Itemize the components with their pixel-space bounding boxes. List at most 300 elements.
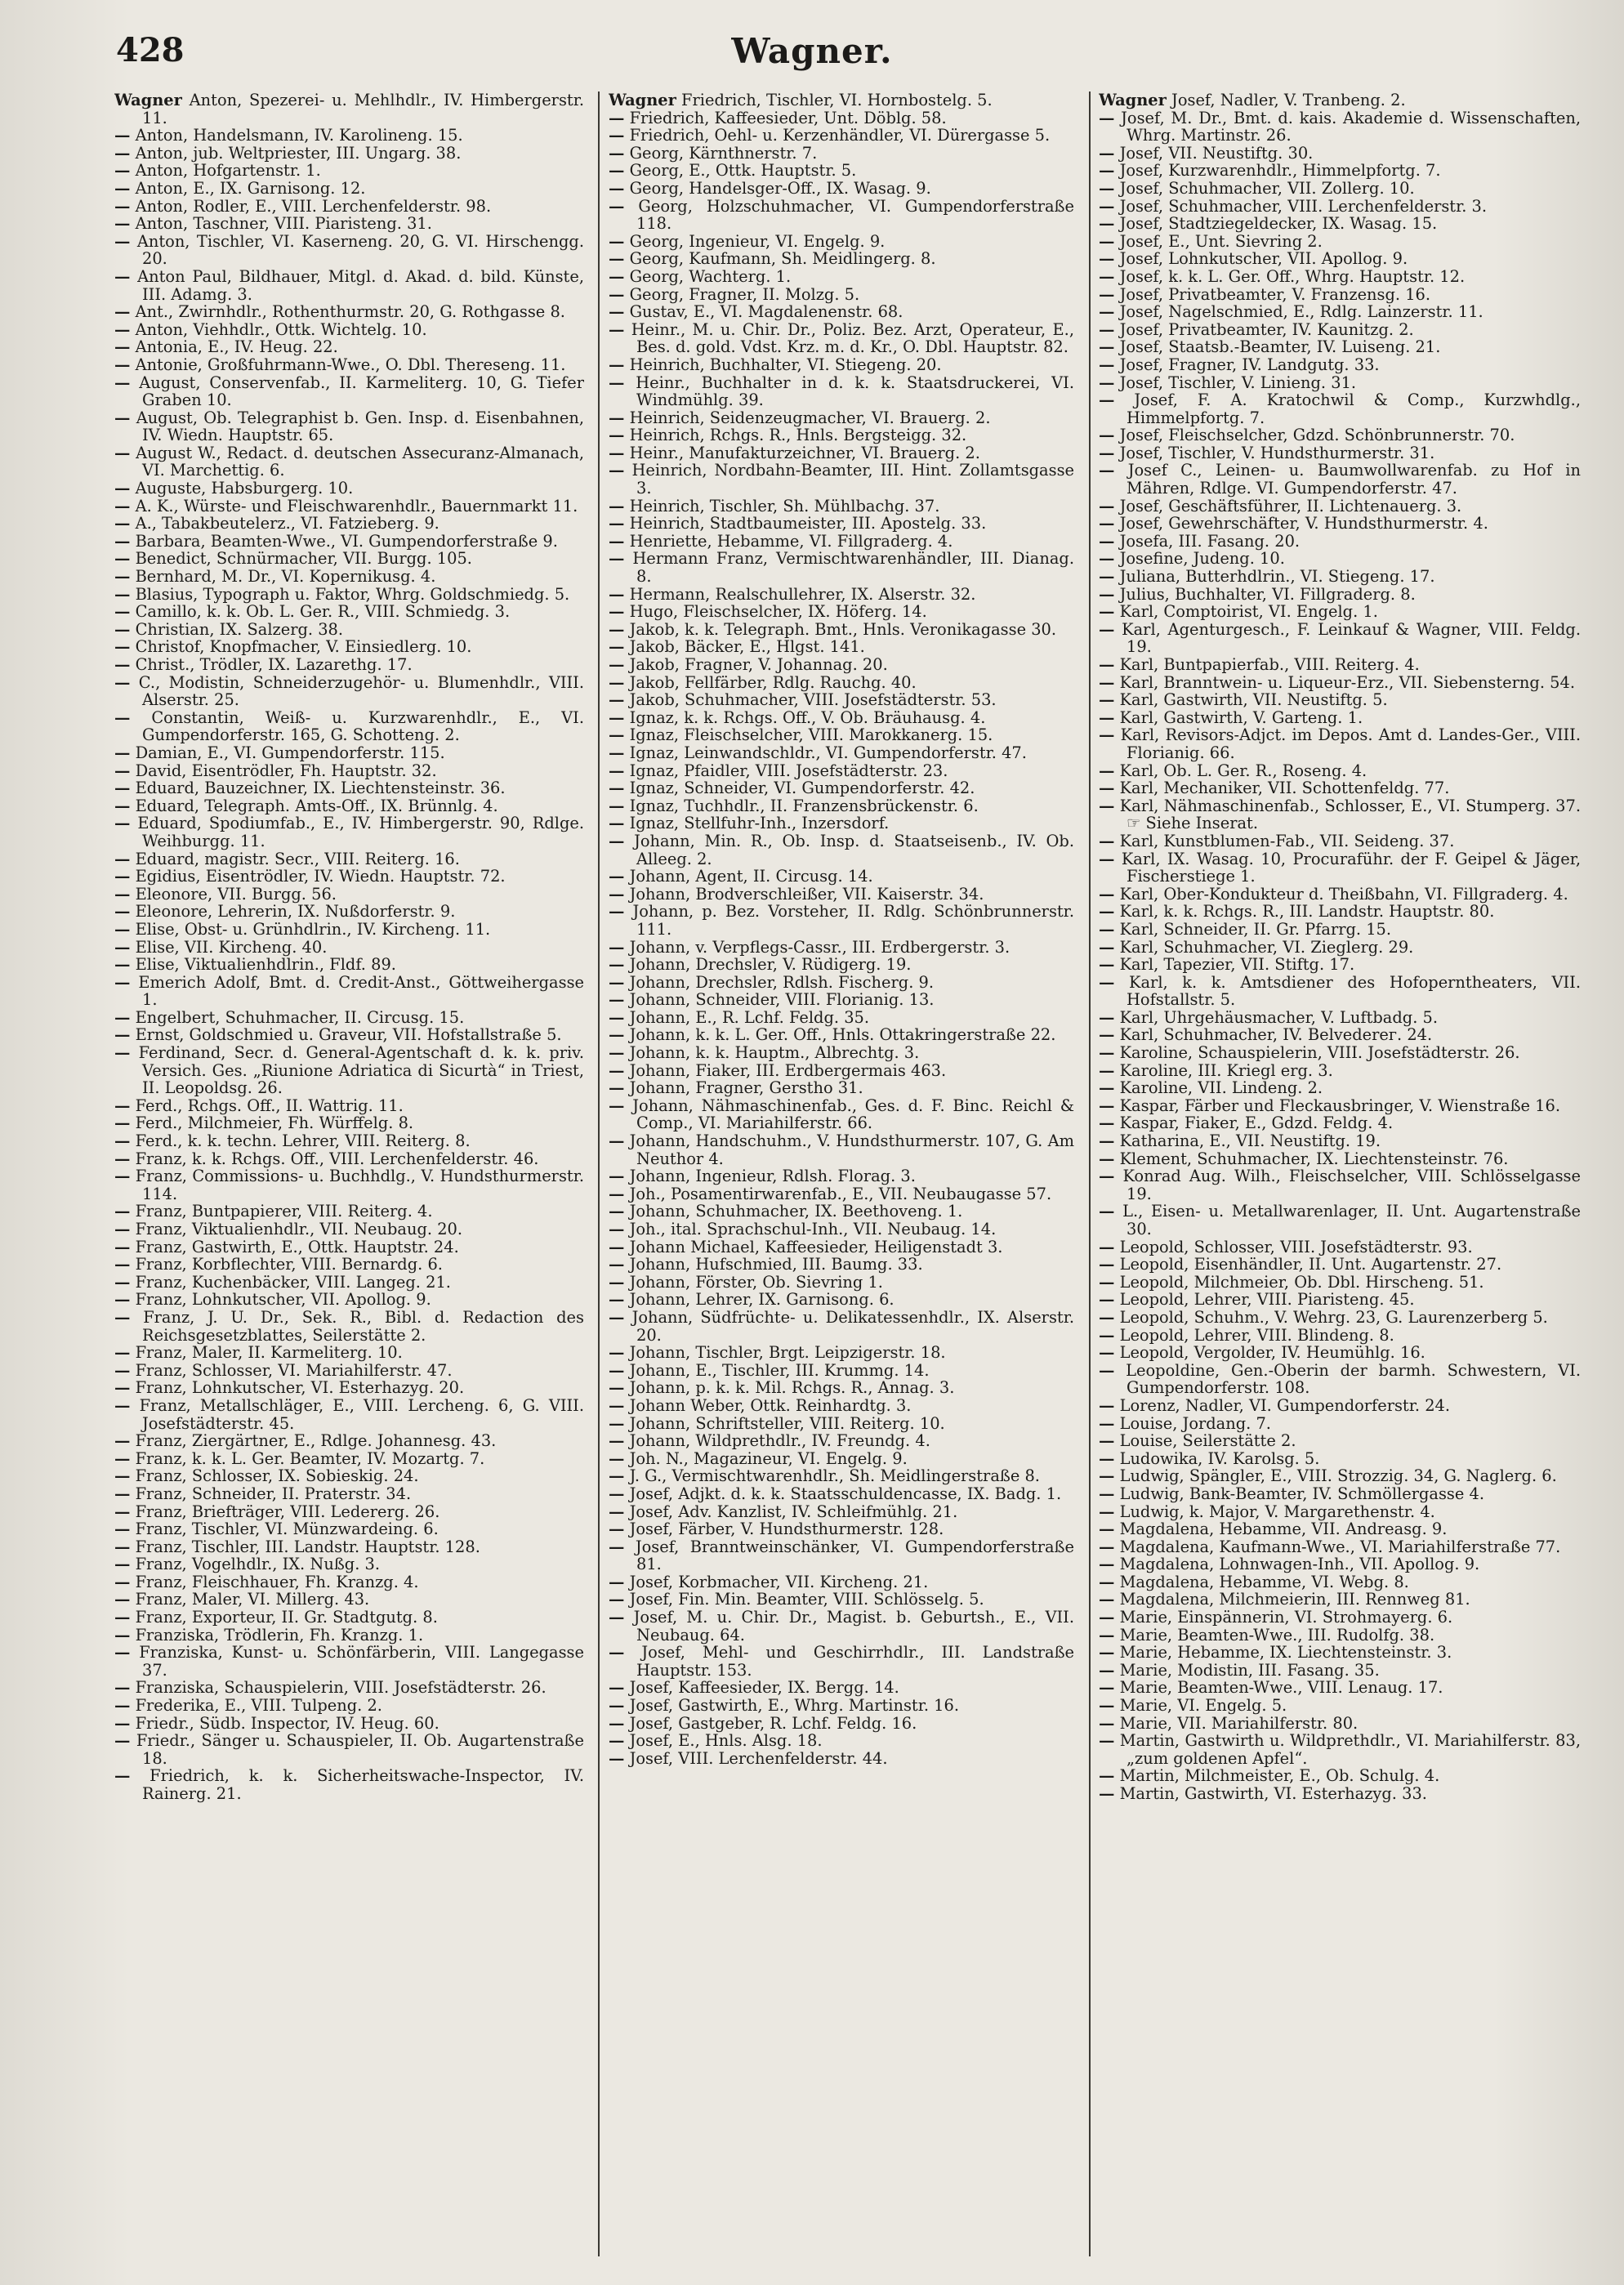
directory-entry xyxy=(114,1697,584,1715)
directory-entry xyxy=(1099,1591,1581,1609)
entry-text: Anton, Handelsmann, IV. Karolineng. 15. xyxy=(135,126,463,145)
entry-text: Anton, E., IX. Garnisong. 12. xyxy=(135,178,366,198)
entry-lead: — xyxy=(609,690,625,710)
entry-lead: — xyxy=(1099,584,1115,604)
directory-entry xyxy=(114,744,584,762)
directory-entry xyxy=(1099,1132,1581,1150)
entry-text: Josef, Nadler, V. Tranbeng. 2. xyxy=(1171,91,1406,109)
entry-text: Johann, E., Tischler, III. Krummg. 14. xyxy=(629,1360,930,1380)
entry-text: L., Eisen- u. Metallwarenlager, II. Unt. Augartenstraße 30. xyxy=(1122,1202,1581,1238)
entry-text: Franz, Lohnkutscher, VII. Apollog. 9. xyxy=(135,1290,431,1310)
directory-entry xyxy=(1099,1555,1581,1573)
entry-lead: — xyxy=(609,1131,625,1151)
entry-text: Antonia, E., IV. Heug. 22. xyxy=(135,337,338,357)
entry-text: Georg, Fragner, II. Molzg. 5. xyxy=(629,284,860,304)
directory-entry xyxy=(114,621,584,639)
entry-text: Johann Weber, Ottk. Reinhardtg. 3. xyxy=(629,1395,912,1415)
entry-lead: — xyxy=(114,1360,131,1380)
entry-text: Johann, Schneider, VIII. Florianig. 13. xyxy=(629,990,935,1010)
directory-entry xyxy=(609,409,1074,427)
directory-entry xyxy=(1099,656,1581,674)
directory-entry xyxy=(114,1467,584,1485)
entry-lead: — xyxy=(1099,1078,1115,1098)
entry-text: Friedrich, k. k. Sicherheitswache-Inspector, IV. Rainerg. 21. xyxy=(142,1766,584,1803)
directory-entry xyxy=(609,374,1074,409)
entry-lead: — xyxy=(1099,1766,1115,1786)
directory-entry xyxy=(1099,621,1581,656)
entry-lead: — xyxy=(609,1060,625,1080)
entry-lead: — xyxy=(1099,108,1115,127)
directory-entry xyxy=(114,1167,584,1203)
entry-text: Elise, Obst- u. Grünhdlrin., IV. Kircheng. 11. xyxy=(135,919,491,939)
entry-text: Josef, Stadtziegeldecker, IX. Wasag. 15. xyxy=(1119,214,1438,234)
directory-entry xyxy=(609,533,1074,551)
directory-entry xyxy=(114,956,584,974)
entry-lead: — xyxy=(114,1167,131,1186)
entry-lead: — xyxy=(609,937,625,957)
entry-lead: — xyxy=(114,602,131,622)
directory-entry xyxy=(1099,1256,1581,1274)
directory-entry xyxy=(609,674,1074,692)
directory-entry xyxy=(114,1644,584,1679)
directory-entry xyxy=(609,109,1074,127)
directory-entry xyxy=(114,198,584,216)
directory-entry xyxy=(114,145,584,163)
directory-entry xyxy=(609,603,1074,621)
entry-text: Engelbert, Schuhmacher, II. Circusg. 15. xyxy=(135,1007,465,1027)
entry-text: Lorenz, Nadler, VI. Gumpendorferstr. 24. xyxy=(1119,1395,1451,1415)
entry-lead: — xyxy=(1099,1025,1115,1045)
entry-lead: — xyxy=(1099,1502,1115,1521)
entry-lead: — xyxy=(609,1255,625,1274)
entry-lead: — xyxy=(114,549,131,569)
entry-text: Franz, Briefträger, VIII. Ledererg. 26. xyxy=(135,1502,440,1521)
entry-text: Ferd., Rchgs. Off., II. Wattrig. 11. xyxy=(135,1096,404,1115)
entry-text: Johann, Agent, II. Circusg. 14. xyxy=(629,867,873,886)
directory-entry xyxy=(114,886,584,904)
entry-lead: — xyxy=(609,443,625,462)
entry-lead: — xyxy=(1099,902,1115,922)
directory-entry xyxy=(1099,709,1581,727)
entry-lead: — xyxy=(114,814,131,833)
entry-lead: — xyxy=(114,902,131,922)
entry-text: Josef, E., Unt. Sievring 2. xyxy=(1119,231,1323,251)
directory-entry xyxy=(1099,391,1581,426)
directory-entry xyxy=(609,1344,1074,1362)
directory-entry xyxy=(114,1767,584,1802)
entry-text: A., Tabakbeutelerz., VI. Fatzieberg. 9. xyxy=(135,514,439,533)
entry-text: Ludwig, k. Major, V. Margarethenstr. 4. xyxy=(1119,1502,1435,1521)
entry-lead: — xyxy=(1099,725,1115,745)
entry-text: Ignaz, Stellfuhr-Inh., Inzersdorf. xyxy=(629,814,890,833)
directory-entry xyxy=(1099,1715,1581,1733)
entry-text: Ignaz, Tuchhdlr., II. Franzensbrückenstr. 6. xyxy=(629,796,979,815)
entry-text: Magdalena, Lohnwagen-Inh., VII. Apollog. 9. xyxy=(1119,1555,1480,1574)
directory-entry xyxy=(609,1097,1074,1132)
entry-lead: — xyxy=(609,426,625,445)
directory-entry xyxy=(609,426,1074,444)
entry-lead: — xyxy=(1099,972,1115,992)
directory-entry xyxy=(1099,568,1581,586)
directory-entry xyxy=(1099,797,1581,832)
entry-lead: — xyxy=(609,1484,625,1503)
entry-lead: — xyxy=(1099,1149,1115,1168)
entry-lead: — xyxy=(609,1395,625,1415)
directory-entry xyxy=(114,850,584,868)
directory-entry xyxy=(1099,1114,1581,1132)
directory-entry xyxy=(114,1485,584,1503)
entry-text: Franz, Metallschläger, E., VIII. Lercheng. 6, G. VIII. Josefstädterstr. 45. xyxy=(139,1395,584,1433)
directory-entry xyxy=(114,444,584,480)
entry-lead: — xyxy=(114,337,131,357)
entry-text: Franziska, Kunst- u. Schönfärberin, VIII. Langegasse 37. xyxy=(139,1643,584,1680)
directory-entry xyxy=(114,1591,584,1609)
entry-text: Friedrich, Oehl- u. Kerzenhändler, VI. Dürergasse 5. xyxy=(629,126,1051,145)
entry-text: Christof, Knopfmacher, V. Einsiedlerg. 10. xyxy=(135,637,472,657)
entry-text: Frederika, E., VIII. Tulpeng. 2. xyxy=(135,1696,382,1716)
entry-text: Josef, Adjkt. d. k. k. Staatsschuldencasse, IX. Badg. 1. xyxy=(629,1484,1062,1503)
entry-text: Karl, Agenturgesch., F. Leinkauf & Wagner, VIII. Feldg. 19. xyxy=(1122,619,1581,657)
entry-lead: — xyxy=(114,1043,131,1063)
directory-entry xyxy=(1099,1274,1581,1292)
entry-lead: — xyxy=(1099,373,1115,392)
directory-entry xyxy=(609,1538,1074,1573)
entry-lead: — xyxy=(609,249,625,269)
entry-lead: — xyxy=(114,1290,131,1310)
directory-entry xyxy=(609,1485,1074,1503)
entry-text: Blasius, Typograph u. Faktor, Whrg. Goldschmiedg. 5. xyxy=(135,584,570,604)
entry-lead: — xyxy=(609,126,625,145)
entry-lead: — xyxy=(609,302,625,322)
entry-text: Franz, Ziergärtner, E., Rdlge. Johannesg. 43. xyxy=(135,1431,497,1451)
entry-text: Josef, Schuhmacher, VIII. Lerchenfelderstr. 3. xyxy=(1119,196,1488,216)
entry-lead: — xyxy=(609,743,625,762)
entry-lead: — xyxy=(114,1766,131,1786)
entry-text: Karl, k. k. Amtsdiener des Hofoperntheaters, VII. Hofstallstr. 5. xyxy=(1127,972,1581,1010)
entry-text: Johann, Drechsler, V. Rüdigerg. 19. xyxy=(629,955,912,975)
entry-lead: — xyxy=(1099,1395,1115,1415)
entry-lead: — xyxy=(609,1167,625,1186)
directory-entry xyxy=(609,1062,1074,1080)
entry-lead: — xyxy=(1099,1325,1115,1345)
directory-entry xyxy=(1099,1485,1581,1503)
entry-text: Karl, Mechaniker, VII. Schottenfeldg. 77. xyxy=(1119,779,1450,798)
directory-entry xyxy=(609,550,1074,585)
entry-text: Eduard, Spodiumfab., E., IV. Himbergerstr. 90, Rdlge. Weihburgg. 11. xyxy=(137,814,584,850)
directory-entry xyxy=(1099,1644,1581,1662)
directory-entry xyxy=(1099,515,1581,533)
entry-text: Karl, Nähmaschinenfab., Schlosser, E., VI. Stumperg. 37. ☞ Siehe Inserat. xyxy=(1119,796,1581,833)
entry-lead: — xyxy=(609,196,625,216)
directory-entry xyxy=(114,409,584,444)
entry-text: Eduard, Telegraph. Amts-Off., IX. Brünnlg. 4. xyxy=(135,796,498,815)
entry-lead: — xyxy=(609,884,625,904)
entry-lead: — xyxy=(1099,443,1115,462)
entry-lead: — xyxy=(114,1484,131,1503)
entry-lead: — xyxy=(1099,619,1115,639)
entry-lead: — xyxy=(609,514,625,533)
entry-text: Josef, Privatbeamter, IV. Kaunitzg. 2. xyxy=(1119,319,1414,339)
entry-text: Martin, Gastwirth u. Wildprethdlr., VI. Mariahilferstr. 83, „zum goldenen Apfel“. xyxy=(1119,1731,1581,1768)
entry-lead: — xyxy=(1099,831,1115,850)
directory-entry xyxy=(114,1362,584,1380)
entry-text: Johann, Lehrer, IX. Garnisong. 6. xyxy=(629,1290,895,1310)
entry-lead: — xyxy=(609,231,625,251)
directory-entry xyxy=(114,797,584,815)
directory-entry xyxy=(114,1450,584,1468)
entry-lead: — xyxy=(114,1272,131,1292)
directory-entry xyxy=(609,1026,1074,1044)
entry-lead: — xyxy=(1099,1660,1115,1680)
entry-lead: — xyxy=(114,1555,131,1574)
entry-text: Johann, Handschuhm., V. Hundsthurmerstr. 107, G. Am Neuthor 4. xyxy=(629,1131,1074,1168)
entry-lead: — xyxy=(114,1113,131,1133)
entry-lead: — xyxy=(1099,496,1115,515)
entry-text: Magdalena, Kaufmann-Wwe., VI. Mariahilferstraße 77. xyxy=(1119,1537,1561,1556)
directory-entry xyxy=(114,268,584,303)
directory-entry xyxy=(114,533,584,551)
directory-entry xyxy=(609,233,1074,251)
entry-lead: — xyxy=(609,108,625,127)
entry-text: Egidius, Eisentrödler, IV. Wiedn. Hauptstr. 72. xyxy=(135,867,506,886)
directory-entry xyxy=(1099,1432,1581,1450)
directory-entry xyxy=(114,180,584,198)
entry-lead: — xyxy=(1099,214,1115,234)
entry-text: Julius, Buchhalter, VI. Fillgraderg. 8. xyxy=(1119,584,1416,604)
directory-entry xyxy=(114,1520,584,1538)
entry-text: Franz, J. U. Dr., Sek. R., Bibl. d. Redaction des Reichsgesetzblattes, Seilerstätte 2. xyxy=(142,1307,584,1345)
directory-entry xyxy=(609,709,1074,727)
entry-text: Jakob, Bäcker, E., Hlgst. 141. xyxy=(629,637,865,657)
directory-entry xyxy=(609,162,1074,180)
directory-entry xyxy=(1099,321,1581,339)
entry-lead: — xyxy=(1099,1096,1115,1115)
directory-entry xyxy=(609,868,1074,886)
directory-entry xyxy=(609,1450,1074,1468)
directory-entry xyxy=(609,779,1074,797)
entry-text: Josefine, Judeng. 10. xyxy=(1119,549,1285,569)
entry-text: Franz, k. k. L. Ger. Beamter, IV. Mozartg. 7. xyxy=(135,1448,485,1468)
entry-text: Konrad Aug. Wilh., Fleischselcher, VIII. Schlösselgasse 19. xyxy=(1122,1167,1581,1203)
entry-text: Johann, Schuhmacher, IX. Beethoveng. 1. xyxy=(629,1202,963,1221)
entry-lead: — xyxy=(1099,796,1115,815)
directory-entry xyxy=(114,674,584,709)
entry-text: Johann, Nähmaschinenfab., Ges. d. F. Binc. Reichl & Comp., VI. Mariahilferstr. 66. xyxy=(632,1096,1074,1133)
directory-entry xyxy=(114,1221,584,1238)
directory-entry xyxy=(114,233,584,268)
entry-text: Ignaz, k. k. Rchgs. Off., V. Ob. Bräuhausg. 4. xyxy=(629,707,986,727)
entry-lead: — xyxy=(609,972,625,992)
entry-text: Juliana, Butterhdlrin., VI. Stiegeng. 17. xyxy=(1119,567,1435,587)
entry-text: Kaspar, Fiaker, E., Gdzd. Feldg. 4. xyxy=(1119,1113,1394,1133)
entry-text: Josefa, III. Fasang. 20. xyxy=(1119,531,1301,551)
directory-entry xyxy=(1099,1785,1581,1803)
entry-text: Henriette, Hebamme, VI. Fillgraderg. 4. xyxy=(629,531,953,551)
entry-text: Josef, Staatsb.-Beamter, IV. Luiseng. 21. xyxy=(1119,337,1441,357)
entry-lead: — xyxy=(1099,849,1115,868)
entry-text: Camillo, k. k. Ob. L. Ger. R., VIII. Schmiedg. 3. xyxy=(135,602,511,622)
entry-text: Josef, k. k. L. Ger. Off., Whrg. Hauptstr. 12. xyxy=(1119,266,1466,286)
entry-text: Georg, E., Ottk. Hauptstr. 5. xyxy=(629,161,857,181)
entry-lead: — xyxy=(609,1237,625,1256)
directory-entry xyxy=(114,568,584,586)
directory-entry xyxy=(1099,1097,1581,1115)
entry-text: Marie, Hebamme, IX. Liechtensteinstr. 3. xyxy=(1119,1643,1452,1662)
entry-text: Leopold, Schuhm., V. Wehrg. 23, G. Laurenzerberg 5. xyxy=(1119,1307,1548,1327)
directory-entry xyxy=(1099,1450,1581,1468)
entry-lead: — xyxy=(114,884,131,904)
entry-lead: — xyxy=(609,779,625,798)
entry-lead: — xyxy=(609,531,625,551)
entry-text: Franz, Maler, II. Karmeliterg. 10. xyxy=(135,1343,403,1363)
entry-text: Heinrich, Tischler, Sh. Mühlbachg. 37. xyxy=(629,496,940,515)
directory-entry xyxy=(1099,1167,1581,1203)
entry-text: Damian, E., VI. Gumpendorferstr. 115. xyxy=(135,743,445,762)
entry-lead: — xyxy=(114,849,131,868)
entry-lead: — xyxy=(609,1343,625,1363)
directory-entry xyxy=(114,1291,584,1309)
directory-entry xyxy=(114,356,584,374)
directory-entry xyxy=(609,797,1074,815)
entry-lead: — xyxy=(114,496,131,515)
entry-text: Franz, Exporteur, II. Gr. Stadtgutg. 8. xyxy=(135,1608,438,1627)
entry-lead: — xyxy=(609,1007,625,1027)
entry-lead: — xyxy=(609,549,625,569)
entry-text: Heinrich, Buchhalter, VI. Stiegeng. 20. xyxy=(629,355,942,374)
directory-entry xyxy=(609,286,1074,304)
directory-entry xyxy=(609,991,1074,1009)
entry-text: August, Ob. Telegraphist b. Gen. Insp. d. Eisenbahnen, IV. Wiedn. Hauptstr. 65. xyxy=(136,408,584,445)
entry-text: Josef, F. A. Kratochwil & Comp., Kurzwhdlg., Himmelpfortg. 7. xyxy=(1127,391,1581,427)
entry-text: Josef, Fleischselcher, Gdzd. Schönbrunnerstr. 70. xyxy=(1119,426,1515,445)
entry-lead: — xyxy=(609,1448,625,1468)
entry-lead: — xyxy=(609,1360,625,1380)
directory-entry xyxy=(1099,956,1581,974)
entry-text: Johann Michael, Kaffeesieder, Heiligenstadt 3. xyxy=(629,1237,1003,1256)
directory-entry xyxy=(609,321,1074,356)
directory-entry xyxy=(114,303,584,321)
entry-text: Heinr., Manufakturzeichner, VI. Brauerg. 2. xyxy=(629,443,980,462)
directory-entry xyxy=(609,462,1074,497)
entry-lead: — xyxy=(609,1520,625,1539)
directory-entry xyxy=(1099,1203,1581,1238)
entry-lead: — xyxy=(1099,1696,1115,1716)
entry-text: Auguste, Habsburgerg. 10. xyxy=(135,479,354,498)
directory-entry xyxy=(609,1397,1074,1415)
directory-entry xyxy=(114,903,584,921)
entry-text: Franz, Lohnkutscher, VI. Esterhazyg. 20. xyxy=(135,1378,465,1398)
entry-lead: — xyxy=(1099,284,1115,304)
entry-text: Josef, Gastgeber, R. Lchf. Feldg. 16. xyxy=(629,1713,917,1733)
column-left xyxy=(114,91,584,2265)
entry-text: Josef, Kurzwarenhdlr., Himmelpfortg. 7. xyxy=(1119,161,1441,181)
directory-entry xyxy=(609,726,1074,744)
entry-text: Eduard, magistr. Secr., VIII. Reiterg. 16. xyxy=(135,849,460,868)
entry-lead: — xyxy=(1099,1784,1115,1803)
entry-lead: Wagner xyxy=(1099,91,1167,109)
directory-entry xyxy=(114,1274,584,1292)
directory-entry xyxy=(114,1732,584,1767)
entry-lead: — xyxy=(609,355,625,374)
entry-lead: — xyxy=(609,373,625,392)
directory-entry xyxy=(1099,550,1581,568)
directory-entry xyxy=(114,374,584,409)
entry-text: Barbara, Beamten-Wwe., VI. Gumpendorferstraße 9. xyxy=(135,531,558,551)
directory-entry xyxy=(114,779,584,797)
entry-lead: — xyxy=(1099,549,1115,569)
entry-text: Josef, Tischler, V. Hundsthurmerstr. 31. xyxy=(1119,443,1435,462)
entry-lead: — xyxy=(1099,461,1115,480)
entry-text: Karl, Buntpapierfab., VIII. Reiterg. 4. xyxy=(1119,655,1420,674)
entry-lead: — xyxy=(609,1096,625,1115)
entry-lead: — xyxy=(114,214,131,234)
entry-text: Ant., Zwirnhdlr., Rothenthurmstr. 20, G. Rothgasse 8. xyxy=(135,302,565,322)
entry-lead: — xyxy=(114,196,131,216)
entry-lead: — xyxy=(1099,1713,1115,1733)
entry-text: Johann, k. k. Hauptm., Albrechtg. 3. xyxy=(629,1043,920,1063)
entry-text: Leopold, Lehrer, VIII. Blindeng. 8. xyxy=(1119,1325,1394,1345)
entry-lead: — xyxy=(1099,161,1115,181)
entry-lead: — xyxy=(1099,249,1115,269)
entry-text: Franz, Vogelhdlr., IX. Nußg. 3. xyxy=(135,1555,381,1574)
entry-lead: — xyxy=(114,584,131,604)
directory-entry xyxy=(1099,233,1581,251)
entry-text: Josef, Privatbeamter, V. Franzensg. 16. xyxy=(1119,284,1431,304)
directory-entry xyxy=(1099,674,1581,692)
entry-lead: — xyxy=(114,1678,131,1698)
directory-entry xyxy=(1099,921,1581,939)
entry-lead: — xyxy=(609,814,625,833)
entry-text: C., Modistin, Schneiderzugehör- u. Blumenhdlr., VIII. Alserstr. 25. xyxy=(138,672,584,710)
entry-lead: — xyxy=(114,1131,131,1151)
entry-lead: — xyxy=(114,1448,131,1468)
entry-lead: — xyxy=(609,990,625,1010)
entry-text: Johann, Tischler, Brgt. Leipzigerstr. 18. xyxy=(629,1343,946,1363)
entry-lead: — xyxy=(114,302,131,322)
entry-lead: — xyxy=(609,1590,625,1609)
entry-lead: — xyxy=(609,1696,625,1716)
entry-lead: — xyxy=(1099,1307,1115,1327)
entry-text: Magdalena, Milchmeierin, III. Rennweg 81. xyxy=(1119,1590,1470,1609)
directory-entry xyxy=(609,1132,1074,1167)
column-right xyxy=(1099,91,1581,2265)
directory-entry xyxy=(114,91,584,127)
entry-text: Josef C., Leinen- u. Baumwollwarenfab. zu Hof in Mähren, Rdlge. VI. Gumpendorferstr. 47. xyxy=(1127,461,1581,498)
entry-text: Jakob, Fellfärber, Rdlg. Rauchg. 40. xyxy=(629,672,917,692)
directory-entry xyxy=(609,974,1074,992)
entry-lead: — xyxy=(609,619,625,639)
entry-lead: — xyxy=(609,1431,625,1451)
entry-lead: — xyxy=(114,355,131,374)
entry-lead: — xyxy=(114,655,131,674)
entry-lead: — xyxy=(114,867,131,886)
entry-text: Josef, M. u. Chir. Dr., Magist. b. Geburtsh., E., VII. Neubaug. 64. xyxy=(633,1608,1074,1645)
directory-entry xyxy=(609,91,1074,109)
directory-entry xyxy=(114,1026,584,1044)
directory-entry xyxy=(1099,1344,1581,1362)
directory-entry xyxy=(114,1044,584,1097)
directory-entry xyxy=(114,762,584,780)
directory-entry xyxy=(1099,1044,1581,1062)
directory-entry xyxy=(609,444,1074,462)
directory-entry xyxy=(609,180,1074,198)
entry-text: Josef, Korbmacher, VII. Kircheng. 21. xyxy=(629,1572,929,1591)
entry-lead: — xyxy=(609,1643,625,1662)
entry-text: Ferd., k. k. techn. Lehrer, VIII. Reiterg. 8. xyxy=(135,1131,471,1151)
entry-text: Anton, Viehhdlr., Ottk. Wichtelg. 10. xyxy=(135,319,427,339)
directory-entry xyxy=(1099,1767,1581,1785)
entry-text: Franz, Commissions- u. Buchhdlg., V. Hundsthurmerstr. 114. xyxy=(135,1167,584,1203)
